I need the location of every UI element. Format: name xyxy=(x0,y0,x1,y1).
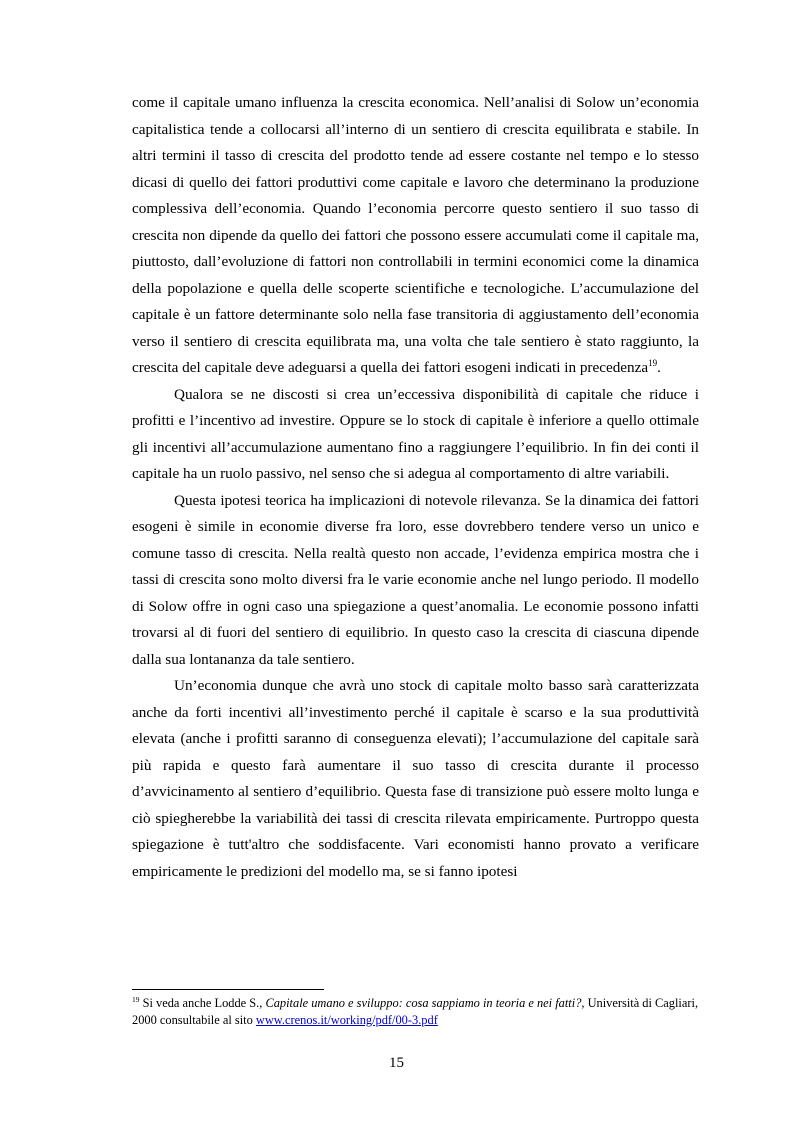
paragraph-1 xyxy=(132,90,699,382)
footnote-cited-title: Capitale umano e sviluppo: cosa sappiamo in teoria e nei fatti? xyxy=(265,996,582,1010)
paragraph-1-end: . xyxy=(657,359,661,376)
footnote-lead: Si veda anche Lodde S., xyxy=(139,996,266,1010)
page-number: 15 xyxy=(389,1055,404,1071)
body-text xyxy=(132,90,699,885)
paragraph-1-text: come il capitale umano influenza la crescita economica. Nell’analisi di Solow un’economia capitalistica tende a collocarsi all’interno di un sentiero di crescita equilibrata e stabile. In altri termini il tasso di crescita del prodotto tende ad essere costante nel tempo e lo stesso dicasi di quello dei fattori produttivi come capitale e lavoro che determinano la produzione complessiva dell’economia. Quando l’economia percorre questo sentiero il suo tasso di crescita non dipende da quello dei fattori che possono essere accumulati come il capitale ma, piuttosto, dall’evoluzione di fattori non controllabili in termini economici come la dinamica della popolazione e quella delle scoperte scientifiche e tecnologiche. L’accumulazione del capitale è un fattore determinante solo nella fase transitoria di aggiustamento dell’economia verso il sentiero di crescita equilibrata ma, una volta che tale sentiero è stato raggiunto, la crescita del capitale deve adeguarsi a quella dei fattori esogeni indicati in precedenza xyxy=(132,94,699,376)
footnote xyxy=(132,995,707,1029)
paragraph-4: Un’economia dunque che avrà uno stock di capitale molto basso sarà caratterizzata anche da forti incentivi all’investimento perché il capitale è scarso e la sua produttività elevata (anche i profitti saranno di conseguenza elevati); l’accumulazione del capitale sarà più rapida e questo farà aumentare il suo tasso di crescita durante il processo d’avvicinamento al sentiero d’equilibrio. Questa fase di transizione può essere molto lunga e ciò spiegherebbe la variabilità dei tassi di crescita rilevata empiricamente. Purtroppo questa spiegazione è tutt'altro che soddisfacente. Vari economisti hanno provato a verificare empiricamente le predizioni del modello ma, se si fanno ipotesi xyxy=(132,677,699,880)
footnote-number: 19 xyxy=(132,994,140,1004)
footnote-rest: , Università di Cagliari, 2000 consultabile al sito xyxy=(132,996,699,1027)
paragraph-3: Questa ipotesi teorica ha implicazioni di notevole rilevanza. Se la dinamica dei fattori esogeni è simile in economie diverse fra loro, esse dovrebbero tendere verso un unico e comune tasso di crescita. Nella realtà questo non accade, l’evidenza empirica mostra che i tassi di crescita sono molto diversi fra le varie economie anche nel lungo periodo. Il modello di Solow offre in ogni caso una spiegazione a quest’anomalia. Le economie possono infatti trovarsi al di fuori del sentiero di equilibrio. In questo caso la crescita di ciascuna dipende dalla sua lontananza da tale sentiero. xyxy=(132,491,699,668)
footnote-reference: 19 xyxy=(648,357,658,368)
footnote-separator xyxy=(132,989,324,990)
paragraph-2: Qualora se ne discosti si crea un’eccessiva disponibilità di capitale che riduce i profitti e l’incentivo ad investire. Oppure se lo stock di capitale è inferiore a quello ottimale gli incentivi all’accumulazione aumentano fino a raggiungere l’equilibrio. In fin dei conti il capitale ha un ruolo passivo, nel senso che si adegua al comportamento di altre variabili. xyxy=(132,385,699,482)
footnote-link[interactable]: www.crenos.it/working/pdf/00-3.pdf xyxy=(255,1013,438,1027)
